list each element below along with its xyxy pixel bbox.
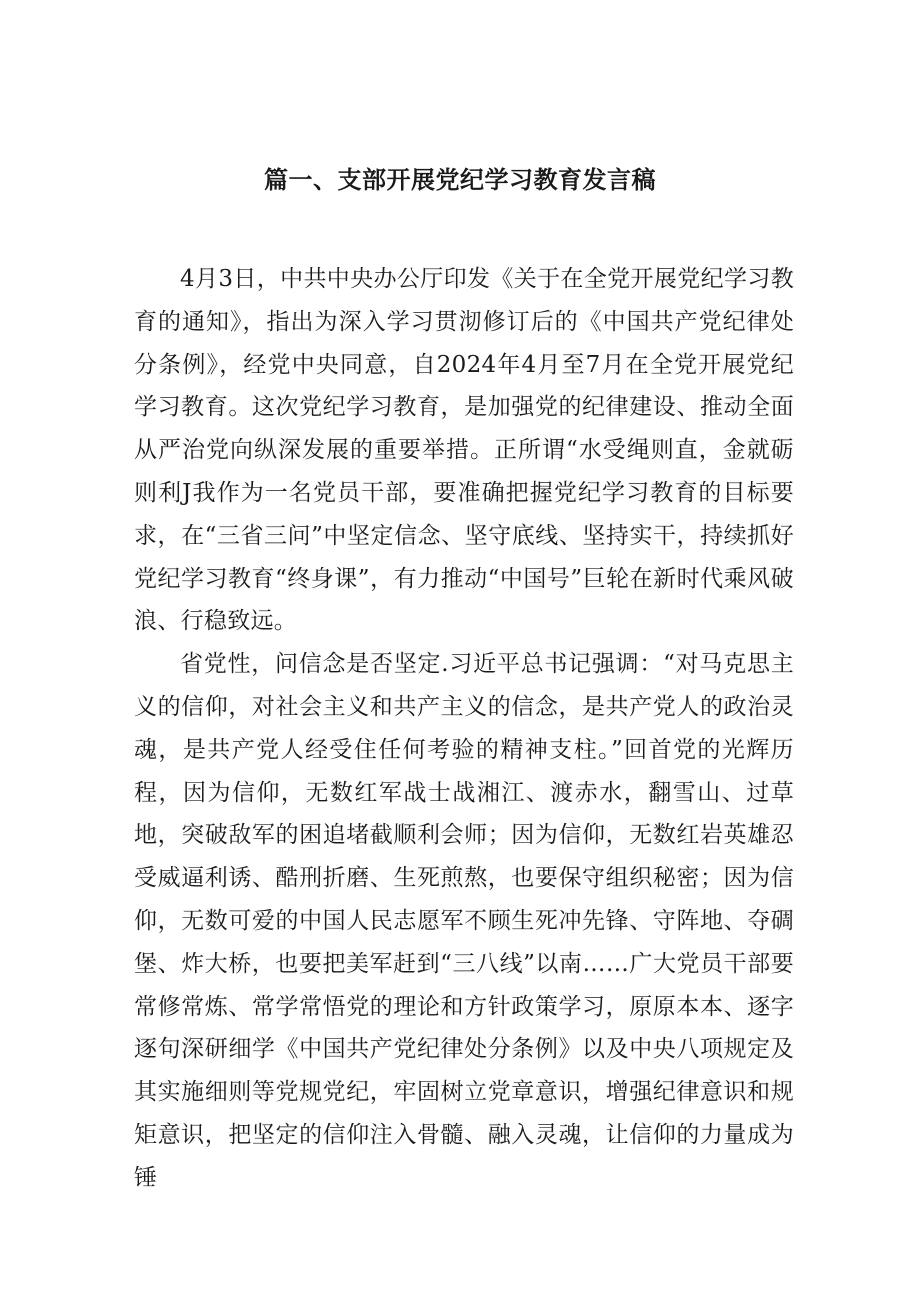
paragraph-2: 省党性，问信念是否坚定.习近平总书记强调：“对马克思主义的信仰，对社会主义和共产主义的信念，是共产党人的政治灵魂，是共产党人经受住任何考验的精神支柱。”回首党的光辉历程，因为信仰，无数红军战士战湘江、渡赤水，翻雪山、过草地，突破敌军的困追堵截顺利会师；因为信仰，无数红岩英雄忍受威逼利诱、酷刑折磨、生死煎熬，也要保守组织秘密；因为信仰，无数可爱的中国人民志愿军不顾生死冲先锋、守阵地、夺碉堡、炸大桥，也要把美军赶到“三八线”以南……广大党员干部要常修常炼、常学常悟党的理论和方针政策学习，原原本本、逐字逐句深研细学《中国共产党纪律处分条例》以及中央八项规定及其实施细则等党规党纪，牢固树立党章意识，增强纪律意识和规矩意识，把坚定的信仰注入骨髓、融入灵魂，让信仰的力量成为锤 bbox=[134, 651, 794, 1191]
paragraph-1: 4月3日，中共中央办公厅印发《关于在全党开展党纪学习教育的通知》，指出为深入学习贯沏修订后的《中国共产党纪律处分条例》，经党中央同意，自2024年4月至7月在全党开展党纪学习教育。这次党纪学习教育，是加强党的纪律建设、推动全面从严治党向纵深发展的重要举措。正所谓“水受绳则直，金就砺则利J我作为一名党员干部，要准确把握党纪学习教育的目标要求，在“三省三问”中坚定信念、坚守底线、坚持实干，持续抓好党纪学习教育“终身课”，有力推动“中国号”巨轮在新时代乘风破浪、行稳致远。 bbox=[134, 266, 794, 635]
document-title: 篇一、支部开展党纪学习教育发言稿 bbox=[264, 166, 656, 194]
document-body bbox=[134, 258, 794, 1200]
